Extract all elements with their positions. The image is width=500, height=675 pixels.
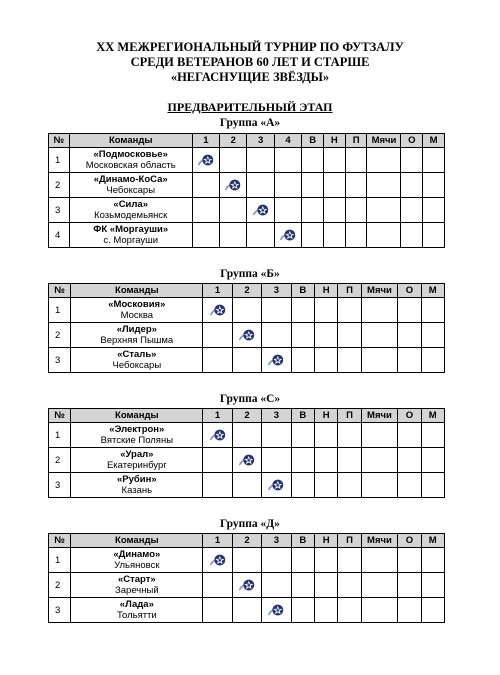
match-score-cell xyxy=(247,148,274,173)
diagonal-cell xyxy=(203,548,232,573)
team-name: «Подмосковье» xyxy=(93,149,168,160)
team-city: Верхняя Пышма xyxy=(100,335,174,346)
losses-cell xyxy=(345,148,367,173)
points-cell xyxy=(401,148,423,173)
goals-cell xyxy=(367,148,401,173)
draws-cell xyxy=(314,348,337,373)
wins-cell xyxy=(291,473,314,498)
losses-cell xyxy=(338,473,361,498)
column-header-match: 3 xyxy=(262,534,291,548)
row-number: 2 xyxy=(49,173,70,198)
team-name: ФК «Моргауши» xyxy=(93,224,169,235)
team-name: «Электрон» xyxy=(109,424,165,435)
column-header-draws: Н xyxy=(314,284,337,298)
points-cell xyxy=(398,348,421,373)
wins-cell xyxy=(302,148,324,173)
match-score-cell xyxy=(232,548,261,573)
header-row xyxy=(49,284,445,298)
goals-cell xyxy=(361,598,398,623)
column-header-number: № xyxy=(49,134,70,148)
team-city: Вятские Поляны xyxy=(100,435,174,446)
star-emblem-icon xyxy=(209,551,227,569)
row-number: 2 xyxy=(49,573,71,598)
star-emblem-icon xyxy=(224,176,242,194)
team-city: Екатеринбург xyxy=(106,460,167,471)
match-score-cell xyxy=(262,548,291,573)
diagonal-cell xyxy=(232,448,261,473)
column-header-teams: Команды xyxy=(71,284,203,298)
title-line-1: XX МЕЖРЕГИОНАЛЬНЫЙ ТУРНИР ПО ФУТЗАЛУ xyxy=(96,40,404,54)
group-table xyxy=(48,408,445,498)
row-number: 3 xyxy=(49,198,70,223)
team-name: «Динамо-КоСа» xyxy=(93,174,168,185)
table-row xyxy=(49,198,445,223)
place-cell xyxy=(421,448,444,473)
wins-cell xyxy=(291,298,314,323)
star-emblem-icon xyxy=(238,326,256,344)
goals-cell xyxy=(367,198,401,223)
points-cell xyxy=(398,323,421,348)
group-title: Группа «Б» xyxy=(220,268,280,280)
column-header-place: М xyxy=(423,134,445,148)
diagonal-cell xyxy=(262,598,291,623)
column-header-wins: В xyxy=(291,409,314,423)
diagonal-cell xyxy=(274,223,301,248)
draws-cell xyxy=(314,548,337,573)
column-header-teams: Команды xyxy=(69,134,192,148)
diagonal-cell xyxy=(232,323,261,348)
column-header-points: О xyxy=(401,134,423,148)
column-header-goals: Мячи xyxy=(361,534,398,548)
star-emblem-icon xyxy=(209,426,227,444)
row-number: 4 xyxy=(49,223,70,248)
diagonal-cell xyxy=(220,173,247,198)
draws-cell xyxy=(324,198,346,223)
column-header-losses: П xyxy=(338,534,361,548)
row-number: 1 xyxy=(49,423,71,448)
match-score-cell xyxy=(274,173,301,198)
goals-cell xyxy=(361,423,398,448)
column-header-wins: В xyxy=(291,284,314,298)
star-emblem-icon xyxy=(279,226,297,244)
match-score-cell xyxy=(262,573,291,598)
group-table xyxy=(48,283,445,373)
wins-cell xyxy=(291,323,314,348)
column-header-match: 1 xyxy=(203,284,232,298)
row-number: 3 xyxy=(49,473,71,498)
group-table xyxy=(48,133,445,248)
tournament-title xyxy=(0,40,500,85)
column-header-points: О xyxy=(398,409,421,423)
diagonal-cell xyxy=(247,198,274,223)
team-name: «Сталь» xyxy=(117,349,157,360)
match-score-cell xyxy=(203,598,232,623)
wins-cell xyxy=(291,573,314,598)
match-score-cell xyxy=(220,148,247,173)
wins-cell xyxy=(291,448,314,473)
team-city: Казань xyxy=(121,485,153,496)
column-header-draws: Н xyxy=(314,534,337,548)
column-header-number: № xyxy=(49,284,71,298)
diagonal-cell xyxy=(262,473,291,498)
place-cell xyxy=(421,573,444,598)
row-number: 3 xyxy=(49,598,71,623)
column-header-goals: Мячи xyxy=(361,284,398,298)
column-header-number: № xyxy=(49,534,71,548)
goals-cell xyxy=(361,548,398,573)
match-score-cell xyxy=(232,473,261,498)
column-header-match: 3 xyxy=(247,134,274,148)
losses-cell xyxy=(338,548,361,573)
column-header-match: 2 xyxy=(220,134,247,148)
place-cell xyxy=(421,423,444,448)
wins-cell xyxy=(302,198,324,223)
losses-cell xyxy=(338,298,361,323)
wins-cell xyxy=(302,173,324,198)
goals-cell xyxy=(367,223,401,248)
star-emblem-icon xyxy=(238,576,256,594)
goals-cell xyxy=(361,473,398,498)
table-row xyxy=(49,598,445,623)
match-score-cell xyxy=(220,223,247,248)
column-header-match: 1 xyxy=(203,409,232,423)
place-cell xyxy=(421,548,444,573)
draws-cell xyxy=(314,598,337,623)
place-cell xyxy=(423,173,445,198)
team-cell xyxy=(69,148,192,173)
goals-cell xyxy=(361,298,398,323)
team-cell xyxy=(71,448,203,473)
losses-cell xyxy=(345,198,367,223)
column-header-goals: Мячи xyxy=(367,134,401,148)
match-score-cell xyxy=(262,423,291,448)
column-header-losses: П xyxy=(338,409,361,423)
column-header-match: 2 xyxy=(232,534,261,548)
losses-cell xyxy=(345,173,367,198)
draws-cell xyxy=(314,448,337,473)
points-cell xyxy=(401,173,423,198)
column-header-place: М xyxy=(421,284,444,298)
team-cell xyxy=(71,348,203,373)
points-cell xyxy=(401,223,423,248)
team-city: Тольятти xyxy=(116,610,157,621)
column-header-match: 1 xyxy=(192,134,219,148)
team-name: «Динамо» xyxy=(113,549,161,560)
match-score-cell xyxy=(203,573,232,598)
team-cell xyxy=(71,298,203,323)
draws-cell xyxy=(314,423,337,448)
row-number: 2 xyxy=(49,448,71,473)
team-cell xyxy=(71,473,203,498)
star-emblem-icon xyxy=(238,451,256,469)
match-score-cell xyxy=(232,298,261,323)
place-cell xyxy=(421,298,444,323)
team-cell xyxy=(69,173,192,198)
team-city: Чебоксары xyxy=(106,185,156,196)
match-score-cell xyxy=(232,423,261,448)
group-title: Группа «Д» xyxy=(220,518,280,530)
draws-cell xyxy=(314,298,337,323)
points-cell xyxy=(401,198,423,223)
place-cell xyxy=(423,198,445,223)
match-score-cell xyxy=(192,223,219,248)
table-row xyxy=(49,148,445,173)
points-cell xyxy=(398,423,421,448)
match-score-cell xyxy=(220,198,247,223)
wins-cell xyxy=(302,223,324,248)
place-cell xyxy=(421,473,444,498)
match-score-cell xyxy=(232,598,261,623)
column-header-match: 4 xyxy=(274,134,301,148)
table-row xyxy=(49,448,445,473)
match-score-cell xyxy=(247,173,274,198)
header-row xyxy=(49,409,445,423)
losses-cell xyxy=(345,223,367,248)
star-emblem-icon xyxy=(267,476,285,494)
match-score-cell xyxy=(262,298,291,323)
wins-cell xyxy=(291,348,314,373)
star-emblem-icon xyxy=(209,301,227,319)
match-score-cell xyxy=(192,173,219,198)
column-header-match: 1 xyxy=(203,534,232,548)
wins-cell xyxy=(291,598,314,623)
team-cell xyxy=(71,573,203,598)
goals-cell xyxy=(361,573,398,598)
diagonal-cell xyxy=(262,348,291,373)
team-city: Московская область xyxy=(85,160,176,171)
team-city: Козьмодемьянск xyxy=(94,210,168,221)
goals-cell xyxy=(361,323,398,348)
team-cell xyxy=(69,198,192,223)
draws-cell xyxy=(314,573,337,598)
points-cell xyxy=(398,548,421,573)
draws-cell xyxy=(324,148,346,173)
column-header-points: О xyxy=(398,534,421,548)
diagonal-cell xyxy=(203,423,232,448)
draws-cell xyxy=(324,223,346,248)
star-emblem-icon xyxy=(197,151,215,169)
team-name: «Лидер» xyxy=(116,324,157,335)
star-emblem-icon xyxy=(252,201,270,219)
row-number: 2 xyxy=(49,323,71,348)
row-number: 3 xyxy=(49,348,71,373)
points-cell xyxy=(398,473,421,498)
column-header-wins: В xyxy=(302,134,324,148)
star-emblem-icon xyxy=(267,351,285,369)
star-emblem-icon xyxy=(267,601,285,619)
table-row xyxy=(49,298,445,323)
draws-cell xyxy=(314,323,337,348)
match-score-cell xyxy=(262,448,291,473)
points-cell xyxy=(398,573,421,598)
team-name: «Рубин» xyxy=(117,474,157,485)
losses-cell xyxy=(338,573,361,598)
match-score-cell xyxy=(203,473,232,498)
place-cell xyxy=(421,348,444,373)
losses-cell xyxy=(338,448,361,473)
stage-title: ПРЕДВАРИТЕЛЬНЫЙ ЭТАП xyxy=(167,100,333,114)
column-header-teams: Команды xyxy=(71,534,203,548)
table-row xyxy=(49,573,445,598)
column-header-draws: Н xyxy=(324,134,346,148)
match-score-cell xyxy=(203,448,232,473)
losses-cell xyxy=(338,323,361,348)
column-header-match: 2 xyxy=(232,409,261,423)
match-score-cell xyxy=(274,198,301,223)
group-title: Группа «А» xyxy=(219,117,281,129)
losses-cell xyxy=(338,598,361,623)
row-number: 1 xyxy=(49,548,71,573)
column-header-goals: Мячи xyxy=(361,409,398,423)
team-name: «Старт» xyxy=(117,574,156,585)
column-header-place: М xyxy=(421,534,444,548)
goals-cell xyxy=(361,448,398,473)
team-city: Заречный xyxy=(115,585,159,596)
goals-cell xyxy=(361,348,398,373)
team-name: «Сила» xyxy=(113,199,148,210)
draws-cell xyxy=(314,473,337,498)
table-row xyxy=(49,173,445,198)
column-header-wins: В xyxy=(291,534,314,548)
team-city: Ульяновск xyxy=(114,560,160,571)
team-name: «Московия» xyxy=(108,299,166,310)
match-score-cell xyxy=(247,223,274,248)
header-row xyxy=(49,534,445,548)
column-header-points: О xyxy=(398,284,421,298)
column-header-match: 2 xyxy=(232,284,261,298)
column-header-number: № xyxy=(49,409,71,423)
table-row xyxy=(49,223,445,248)
row-number: 1 xyxy=(49,148,70,173)
column-header-match: 3 xyxy=(262,284,291,298)
team-cell xyxy=(71,598,203,623)
points-cell xyxy=(398,598,421,623)
points-cell xyxy=(398,448,421,473)
team-cell xyxy=(71,548,203,573)
team-name: «Урал» xyxy=(120,449,154,460)
losses-cell xyxy=(338,348,361,373)
team-name: «Лада» xyxy=(119,599,154,610)
title-line-3: «НЕГАСНУЩИЕ ЗВЁЗДЫ» xyxy=(170,70,330,84)
group-title: Группа «С» xyxy=(219,393,281,405)
diagonal-cell xyxy=(232,573,261,598)
header-row xyxy=(49,134,445,148)
team-city: с. Моргауши xyxy=(103,235,159,246)
match-score-cell xyxy=(192,198,219,223)
column-header-losses: П xyxy=(345,134,367,148)
group-table xyxy=(48,533,445,623)
points-cell xyxy=(398,298,421,323)
team-cell xyxy=(71,423,203,448)
place-cell xyxy=(423,223,445,248)
column-header-draws: Н xyxy=(314,409,337,423)
losses-cell xyxy=(338,423,361,448)
column-header-losses: П xyxy=(338,284,361,298)
goals-cell xyxy=(367,173,401,198)
place-cell xyxy=(423,148,445,173)
table-row xyxy=(49,323,445,348)
match-score-cell xyxy=(262,323,291,348)
column-header-teams: Команды xyxy=(71,409,203,423)
wins-cell xyxy=(291,423,314,448)
column-header-place: М xyxy=(421,409,444,423)
place-cell xyxy=(421,323,444,348)
diagonal-cell xyxy=(203,298,232,323)
table-row xyxy=(49,423,445,448)
team-cell xyxy=(69,223,192,248)
row-number: 1 xyxy=(49,298,71,323)
diagonal-cell xyxy=(192,148,219,173)
title-line-2: СРЕДИ ВЕТЕРАНОВ 60 ЛЕТ И СТАРШЕ xyxy=(130,55,370,69)
place-cell xyxy=(421,598,444,623)
team-city: Москва xyxy=(120,310,154,321)
wins-cell xyxy=(291,548,314,573)
team-city: Чебоксары xyxy=(112,360,162,371)
match-score-cell xyxy=(232,348,261,373)
table-row xyxy=(49,548,445,573)
match-score-cell xyxy=(203,323,232,348)
match-score-cell xyxy=(203,348,232,373)
column-header-match: 3 xyxy=(262,409,291,423)
team-cell xyxy=(71,323,203,348)
draws-cell xyxy=(324,173,346,198)
table-row xyxy=(49,473,445,498)
match-score-cell xyxy=(274,148,301,173)
table-row xyxy=(49,348,445,373)
